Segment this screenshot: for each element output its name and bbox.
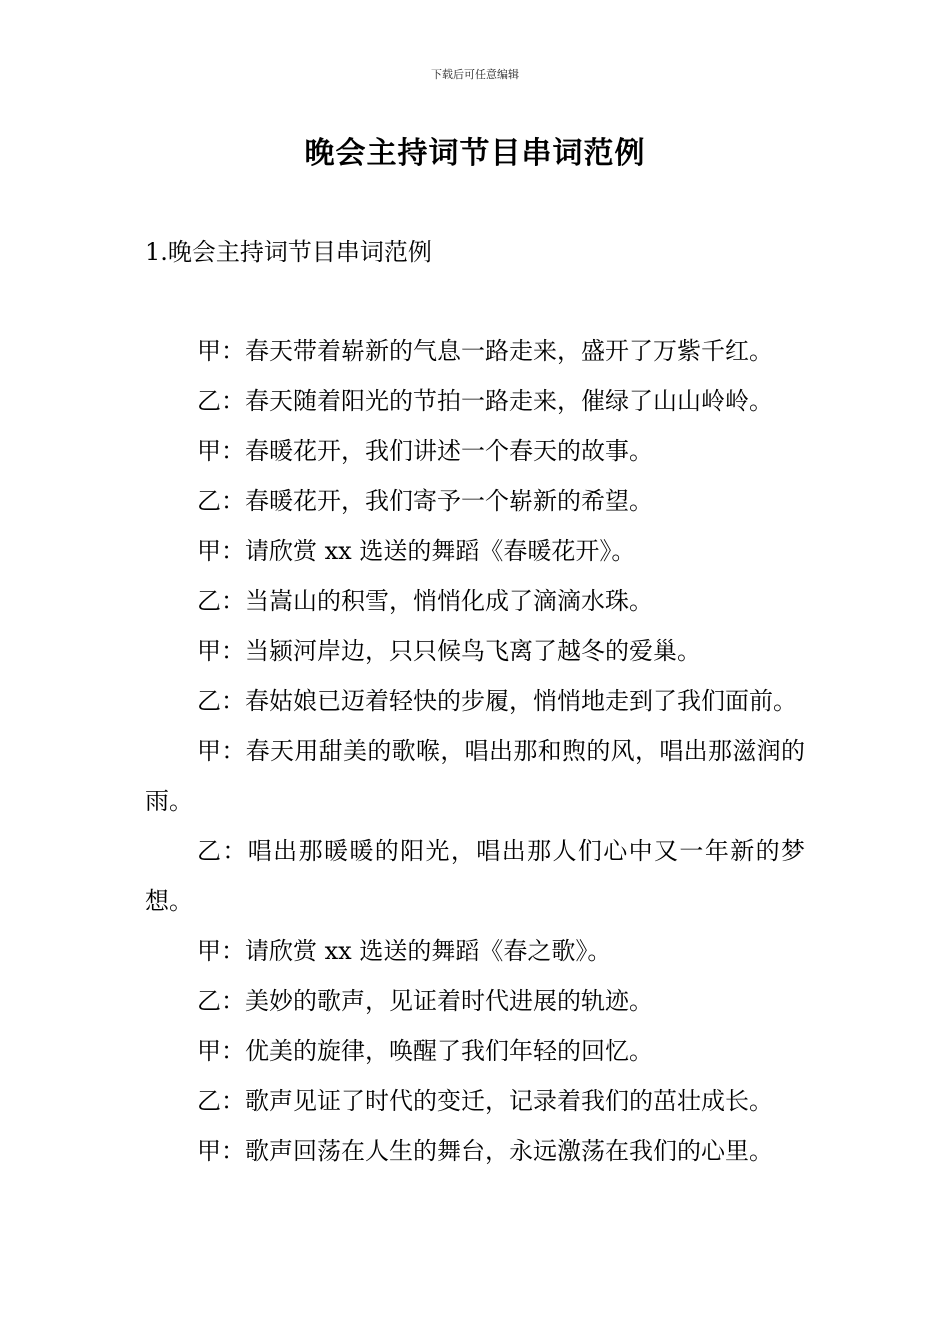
paragraph: 乙：当嵩山的积雪，悄悄化成了滴滴水珠。 [197,587,653,615]
paragraph: 乙：春姑娘已迈着轻快的步履，悄悄地走到了我们面前。 [197,687,797,715]
paragraph: 乙：歌声见证了时代的变迁，记录着我们的茁壮成长。 [197,1087,773,1115]
section-heading: 1.晚会主持词节目串词范例 [145,238,432,266]
document-title: 晚会主持词节目串词范例 [304,136,646,171]
paragraph: 甲：当颍河岸边，只只候鸟飞离了越冬的爱巢。 [197,637,701,665]
paragraph: 甲：春暖花开，我们讲述一个春天的故事。 [197,437,653,465]
document-body [145,326,805,1176]
header-note: 下载后可任意编辑 [431,68,519,81]
paragraph: 甲：请欣赏 xx 选送的舞蹈《春暖花开》。 [197,537,636,565]
paragraph: 甲：请欣赏 xx 选送的舞蹈《春之歌》。 [197,937,612,965]
paragraph: 乙：美妙的歌声，见证着时代进展的轨迹。 [197,987,653,1015]
paragraph: 甲：歌声回荡在人生的舞台，永远激荡在我们的心里。 [197,1137,773,1165]
paragraph: 乙：唱出那暖暖的阳光，唱出那人们心中又一年新的梦想。 [145,837,805,915]
paragraph: 甲：春天带着崭新的气息一路走来，盛开了万紫千红。 [197,337,773,365]
paragraph: 甲：优美的旋律，唤醒了我们年轻的回忆。 [197,1037,653,1065]
paragraph: 甲：春天用甜美的歌喉，唱出那和煦的风，唱出那滋润的雨。 [145,737,805,815]
paragraph: 乙：春天随着阳光的节拍一路走来，催绿了山山岭岭。 [197,387,773,415]
paragraph: 乙：春暖花开，我们寄予一个崭新的希望。 [197,487,653,515]
